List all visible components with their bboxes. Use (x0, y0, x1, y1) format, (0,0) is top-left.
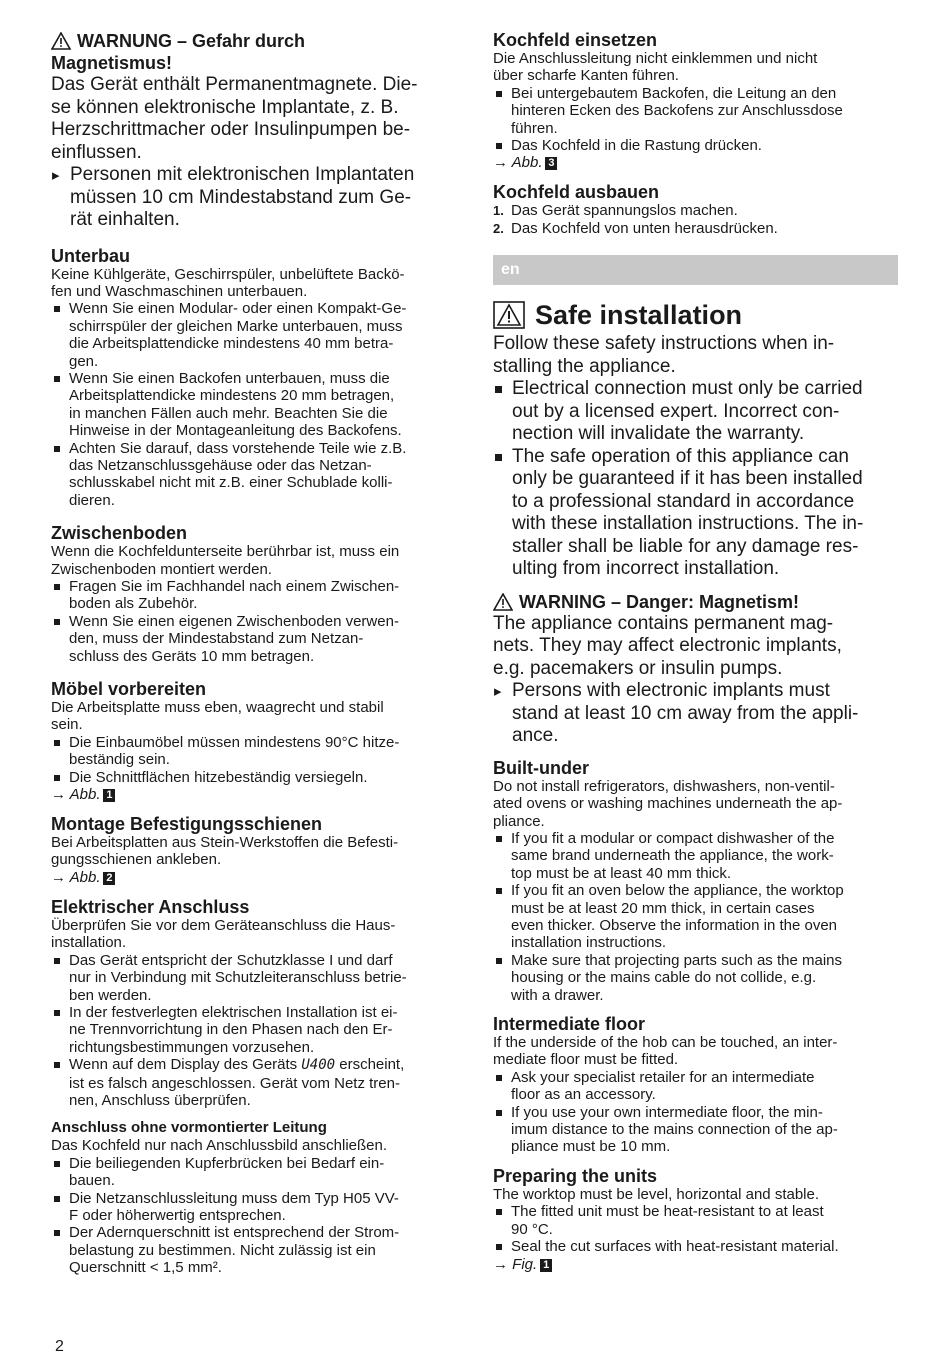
section-title: Preparing the units (493, 1165, 658, 1186)
de-section-zwischenboden (51, 523, 459, 665)
list-item: Electrical connection must only be carried out by a licensed expert. Incorrect con- nection will invalidate the warranty. (493, 378, 898, 446)
figure-number-badge: 2 (103, 872, 115, 885)
de-section-montage (51, 814, 459, 887)
de-section-anschluss (51, 1119, 459, 1276)
list-item: If you fit an oven below the appliance, the worktop must be at least 20 mm thick, in certain cases even thicker. Observe the information in the oven installation instructions. (493, 882, 898, 952)
de-warning-title: WARNUNG – Gefahr durch Magnetismus! (51, 31, 306, 73)
de-warning-body: Das Gerät enthält Permanentmagnete. Die- se können elektronische Implantate, z. B. Herzschrittmacher oder Insulinpumpen be- einflussen. (51, 74, 418, 163)
section-intro: Überprüfen Sie vor dem Geräteanschluss die Haus- installation. (51, 916, 396, 952)
section-title: Montage Befestigungsschienen (51, 814, 323, 835)
section-intro: Do not install refrigerators, dishwashers, non-ventil- ated ovens or washing machines underneath the ap- pliance. (493, 777, 843, 830)
list-item: The fitted unit must be heat-resistant to at least 90 °C. (493, 1203, 898, 1238)
list-item: Bei untergebautem Backofen, die Leitung an den hinteren Ecken des Backofens zur Anschlussdose führen. (493, 85, 898, 137)
warning-triangle-icon (493, 301, 525, 329)
list-item: In der festverlegten elektrischen Installation ist ei- ne Trennvorrichtung in den Phasen nach den Er- richtungsbestimmungen vorzusehen. (51, 1004, 459, 1056)
list-item: Das Gerät entspricht der Schutzklasse I und darf nur in Verbindung mit Schutzleiteranschluss betrie- ben werden. (51, 952, 459, 1004)
en-warning-body: The appliance contains permanent mag- nets. They may affect electronic implants, e.g. pacemakers or insulin pumps. (493, 612, 842, 679)
en-intro: Follow these safety instructions when in- stalling the appliance. (493, 333, 835, 377)
de-warning-block (51, 30, 459, 232)
list-item: Die beiliegenden Kupferbrücken bei Bedarf ein- bauen. (51, 1155, 459, 1190)
subsection-title: Anschluss ohne vormontierter Leitung (51, 1119, 327, 1137)
arrow-right-icon: ▸ (52, 167, 60, 184)
figure-reference: → Abb. 3 (493, 154, 898, 172)
warning-triangle-icon (51, 32, 71, 50)
list-item: Das Kochfeld in die Rastung drücken. (493, 137, 898, 154)
section-intro: Bei Arbeitsplatten aus Stein-Werkstoffen die Befesti- gungsschienen ankleben. (51, 834, 399, 869)
section-intro: Die Anschlussleitung nicht einklemmen und nicht über scharfe Kanten führen. (493, 50, 818, 85)
figure-reference: → Fig. 1 (493, 1256, 898, 1274)
list-item: If you fit a modular or compact dishwasher of the same brand underneath the appliance, the work- top must be at least 40 mm thick. (493, 830, 898, 882)
en-warning-title: WARNING – Danger: Magnetism! (493, 591, 898, 613)
en-section-built-under (493, 758, 898, 1004)
list-item: Achten Sie darauf, dass vorstehende Teile wie z.B. das Netzanschlussgehäuse oder das Netzan- schlusskabel nicht mit z.B. einer Schublade kolli- dieren. (51, 440, 459, 510)
en-section-intermediate (493, 1014, 898, 1156)
list-item: Die Schnittflächen hitzebeständig versiegeln. (51, 769, 459, 786)
figure-number-badge: 1 (103, 789, 115, 802)
section-intro: Wenn die Kochfeldunterseite berührbar ist, muss ein Zwischenboden montiert werden. (51, 543, 400, 578)
list-item: Seal the cut surfaces with heat-resistant material. (493, 1238, 898, 1255)
page-title: Safe installation (493, 297, 898, 333)
arrow-right-icon: ▸ (494, 683, 502, 701)
figure-reference: → Abb. 1 (51, 786, 459, 804)
list-item: Ask your specialist retailer for an intermediate floor as an accessory. (493, 1069, 898, 1104)
list-item: Der Adernquerschnitt ist entsprechend der Strom- belastung zu bestimmen. Nicht zulässig ist ein Querschnitt < 1,5 mm². (51, 1224, 459, 1276)
list-item: If you use your own intermediate floor, the min- imum distance to the mains connection of the ap- pliance must be 10 mm. (493, 1104, 898, 1156)
de-section-einsetzen (493, 30, 898, 172)
section-title: Intermediate floor (493, 1014, 646, 1035)
list-item: Die Netzanschlussleitung muss dem Typ H05 VV- F oder höherwertig entsprechen. (51, 1190, 459, 1225)
section-intro: Keine Kühlgeräte, Geschirrspüler, unbelüftete Backö- fen und Waschmaschinen unterbauen. (51, 265, 405, 300)
list-item: Wenn Sie einen Backofen unterbauen, muss die Arbeitsplattendicke mindestens 20 mm betragen, in manchen Fällen auch mehr. Beachten Sie die Hinweise in der Montageanleitung des Backofens. (51, 370, 459, 440)
en-section-preparing (493, 1166, 898, 1274)
right-column (493, 30, 898, 1274)
de-section-elektrisch (51, 897, 459, 1109)
warning-triangle-icon (493, 593, 513, 611)
display-code: U400 (301, 1057, 336, 1074)
de-section-unterbau (51, 246, 459, 510)
german-column (51, 30, 459, 1277)
list-item: Wenn auf dem Display des Geräts U400 erscheint, ist es falsch angeschlossen. Gerät vom Netz tren- nen, Anschluss überprüfen. (51, 1056, 459, 1109)
section-intro: If the underside of the hob can be touched, an inter- mediate floor must be fitted. (493, 1034, 838, 1069)
figure-reference: → Abb. 2 (51, 869, 459, 887)
de-section-ausbauen (493, 182, 898, 237)
section-title: Kochfeld einsetzen (493, 30, 658, 50)
section-title: Unterbau (51, 245, 131, 266)
list-item: 2. Das Kochfeld von unten herausdrücken. (493, 219, 778, 237)
section-intro: Die Arbeitsplatte muss eben, waagrecht und stabil sein. (51, 699, 384, 734)
figure-number-badge: 1 (540, 1259, 552, 1272)
list-item: Fragen Sie im Fachhandel nach einem Zwischen- boden als Zubehör. (51, 578, 459, 613)
language-tag-bar: en (493, 255, 898, 285)
list-item: The safe operation of this appliance can only be guaranteed if it has been installed to a professional standard in accordance with these installation instructions. The in- staller shall be liable for any damage res- ulting from incorrect installation. (493, 446, 898, 581)
list-item: Die Einbaumöbel müssen mindestens 90°C hitze- beständig sein. (51, 734, 459, 769)
page-number: 2 (55, 1338, 64, 1355)
section-title: Zwischenboden (51, 523, 188, 544)
figure-number-badge: 3 (545, 157, 557, 170)
section-intro: The worktop must be level, horizontal and stable. (493, 1185, 820, 1203)
section-title: Elektrischer Anschluss (51, 896, 250, 917)
de-section-moebel (51, 679, 459, 804)
list-item: 1. Das Gerät spannungslos machen. (493, 202, 738, 220)
section-intro: Das Kochfeld nur nach Anschlussbild anschließen. (51, 1137, 388, 1155)
de-warning-action: ▸ Personen mit elektronischen Implantaten müssen 10 cm Mindestabstand zum Ge- rät einhalten. (52, 164, 415, 230)
list-item: Make sure that projecting parts such as the mains housing or the mains cable do not collide, e.g. with a drawer. (493, 952, 898, 1004)
section-title: Möbel vorbereiten (51, 679, 207, 700)
en-warning-block (493, 591, 898, 748)
section-title: Kochfeld ausbauen (493, 182, 660, 203)
en-warning-action: ▸ Persons with electronic implants must stand at least 10 cm away from the appli- ance. (494, 680, 859, 747)
list-item: Wenn Sie einen Modular- oder einen Kompakt-Ge- schirrspüler der gleichen Marke unterbauen, muss die Arbeitsplattendicke mindestens 40 mm betra- gen. (51, 300, 459, 370)
section-title: Built-under (493, 757, 589, 778)
list-item: Wenn Sie einen eigenen Zwischenboden verwen- den, muss der Mindestabstand zum Netzan- schluss des Geräts 10 mm betragen. (51, 613, 459, 665)
